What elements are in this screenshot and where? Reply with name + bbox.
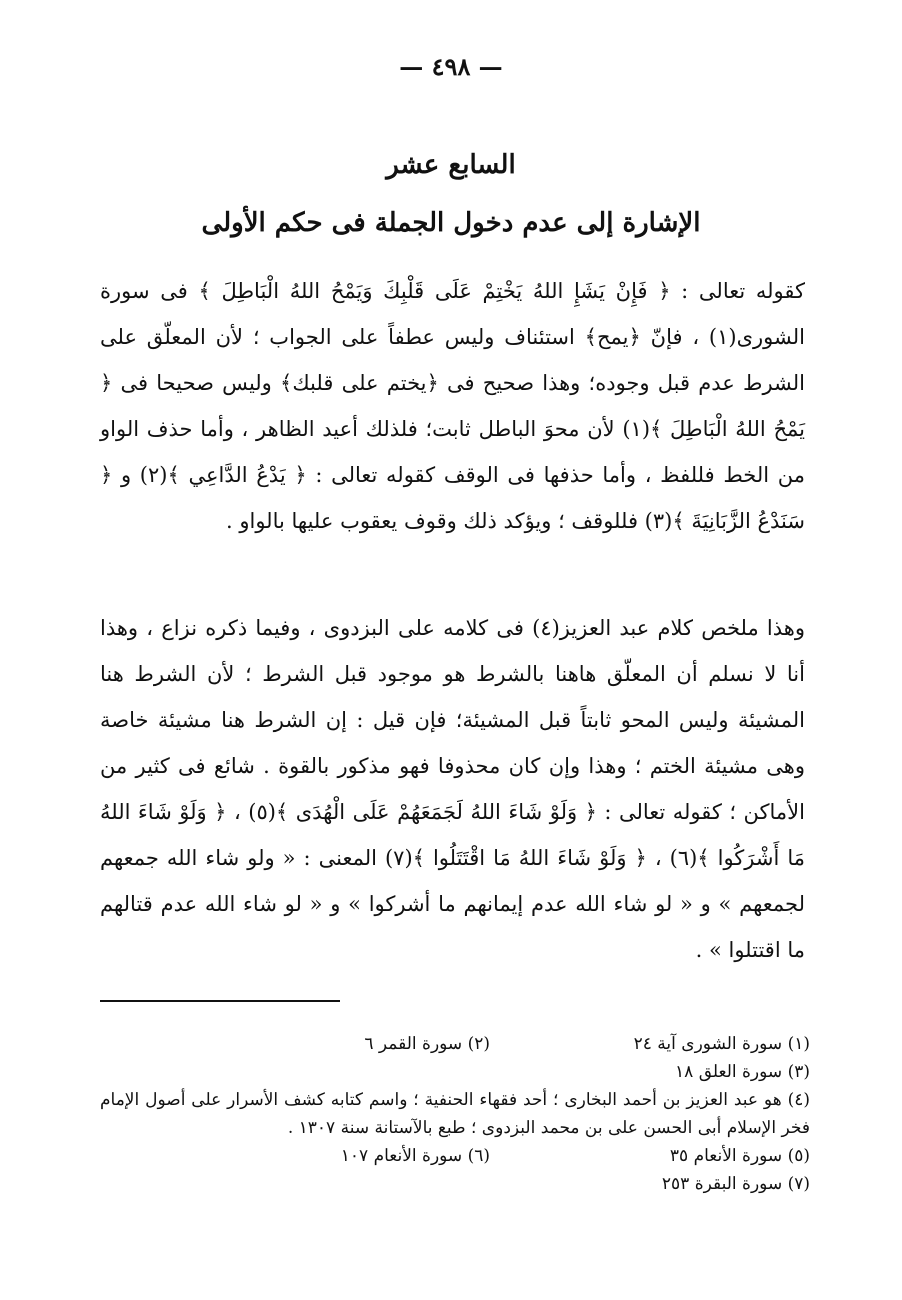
body-paragraph-2: وهذا ملخص كلام عبد العزيز(٤) فى كلامه على البزدوى ، وفيما ذكره نزاع ، وهذا أنا لا نسلم أن المعلّق هاهنا بالشرط هو موجود قبل الشرط ؛ لأن الشرط هنا المشيئة وليس المحو ثابتاً قبل المشيئة؛ فإن قيل : إن الشرط هنا مشيئة خاصة وهى مشيئة الختم ؛ وهذا وإن كان محذوفا فهو مذكور بالقوة . شائع فى كثير من الأماكن ؛ كقوله تعالى : ﴿ وَلَوْ شَاءَ اللهُ لَجَمَعَهُمْ عَلَى الْهُدَى ﴾(٥) ، ﴿ وَلَوْ شَاءَ اللهُ مَا أَشْرَكُوا ﴾(٦) ، ﴿ وَلَوْ شَاءَ اللهُ مَا اقْتَتَلُوا ﴾(٧) المعنى : « ولو شاء الله جمعهم لجمعهم » و « لو شاء الله عدم إيمانهم ما أشركوا » و « لو شاء الله عدم قتالهم ما اقتتلوا » .: [100, 616, 806, 962]
footnotes: [100, 1030, 810, 1198]
chapter-subtitle: الإشارة إلى عدم دخول الجملة فى حكم الأولى: [201, 208, 701, 238]
footnote-row: [100, 1058, 810, 1086]
footnote-3: (٣) سورة العلق ١٨: [675, 1062, 810, 1082]
chapter-title: السابع عشر: [386, 150, 516, 180]
footnote-divider: [100, 1000, 340, 1002]
footnote-row: [100, 1030, 810, 1058]
footnote-row: [100, 1142, 810, 1170]
body-paragraph-1: كقوله تعالى : ﴿ فَإِنْ يَشَإِ اللهُ يَخْتِمْ عَلَى قَلْبِكَ وَيَمْحُ اللهُ الْبَاطِلَ ﴾ فى سورة الشورى(١) ، فإنّ ﴿يمح﴾ استئناف وليس عطفاً على الجواب ؛ لأن المعلّق على الشرط عدم قبل وجوده؛ وهذا صحيح فى ﴿يختم على قلبك﴾ وليس صحيحا فى ﴿ يَمْحُ اللهُ الْبَاطِلَ ﴾(١) لأن محوَ الباطل ثابت؛ فلذلك أعيد الظاهر ، وأما حذف الواو من الخط فللفظ ، وأما حذفها فى الوقف كقوله تعالى : ﴿ يَدْعُ الدَّاعِي ﴾(٢) و ﴿ سَنَدْعُ الزَّبَانِيَةَ ﴾(٣) فللوقف ؛ ويؤكد ذلك وقوف يعقوب عليها بالواو .: [100, 279, 805, 533]
footnote-2: (٢) سورة القمر ٦: [364, 1034, 490, 1054]
footnote-row: [100, 1170, 810, 1198]
footnote-5: (٥) سورة الأنعام ٣٥: [669, 1146, 810, 1166]
footnote-7: (٧) سورة البقرة ٢٥٣: [661, 1174, 810, 1194]
footnote-1: (١) سورة الشورى آية ٢٤: [633, 1034, 810, 1054]
footnote-4: (٤) هو عبد العزيز بن أحمد البخارى ؛ أحد فقهاء الحنفية ؛ واسم كتابه كشف الأسرار على أصول الإمام فخر الإسلام أبى الحسن على بن محمد البزدوى ؛ طبع بالآستانة سنة ١٣٠٧ .: [100, 1090, 810, 1138]
footnote-6: (٦) سورة الأنعام ١٠٧: [340, 1146, 490, 1166]
page-number: — ٤٩٨ —: [399, 52, 503, 81]
